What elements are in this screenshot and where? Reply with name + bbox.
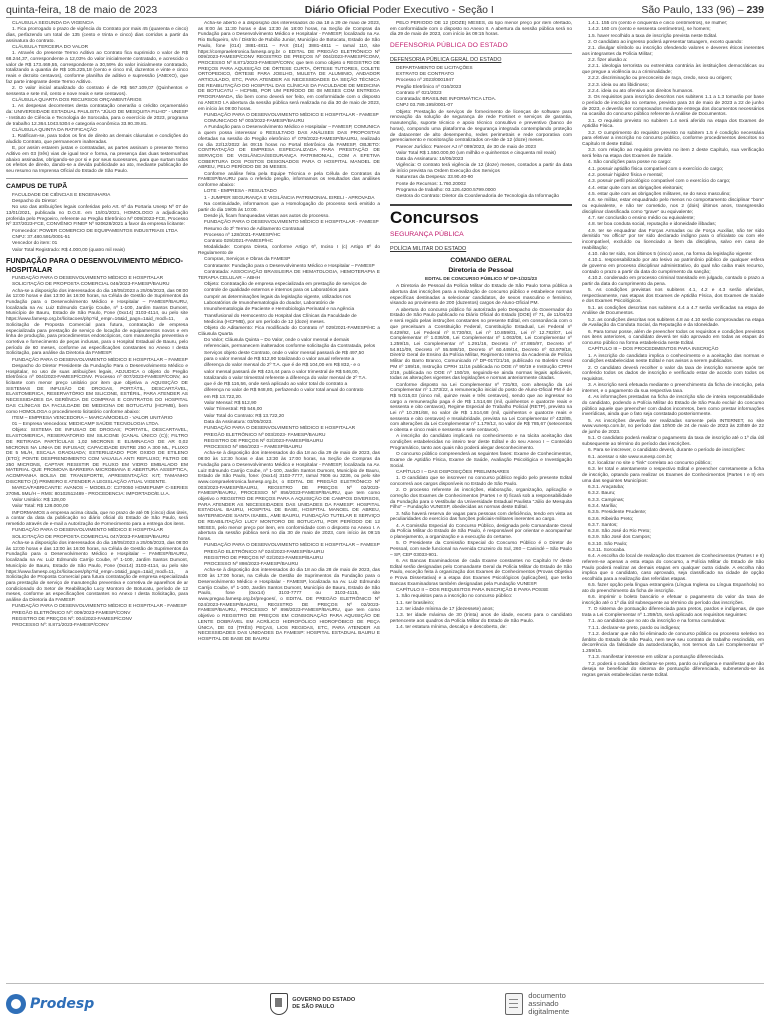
paragraph: 2.1. divulgar símbolo ou inscrição ofendendo valores e deveres éticos inerentes aos integrantes da Polícia Militar; (582, 46, 764, 57)
paragraph: 7. O sistema de pontuação diferenciada para pretos, pardos e indígenas, de que trata a Lei Complementar nº 1.259/15, será aplicado aos requisitos seguintes: (582, 607, 764, 619)
paragraph: Fonte de Recursos: 1.760.20002 (396, 181, 466, 187)
paragraph: Data da Assinatura: 16/05/2023 (396, 157, 464, 163)
government-logo (270, 993, 355, 1015)
paragraph: 6.3.10. São Paulo; (588, 541, 628, 547)
paragraph: Imunohematologia de Paciente e Hemobiologia Perinatal e na Agência (204, 307, 355, 313)
paragraph: Laboratórios de Imunohematologia do doador, Laboratório de (204, 300, 335, 306)
paragraph: Valor Total R$ 1.550.000,00 (um milhão e quinhentos e cinquenta mil reais) (396, 150, 556, 156)
paragraph: 2.2.4. ideia ou ato ofensivo aos direitos humanos. (588, 89, 694, 95)
heading-campus-tupa: CAMPUS DE TUPÃ (6, 182, 68, 190)
paragraph: FUNDAÇÃO PARA O DESENVOLVIMENTO MÉDICO E HOSPITALAR - FAMESP (204, 112, 379, 118)
paragraph: 2. O valor inicial atualizado do contrato é de R$ 567.109,07 (Quinhentos e sessenta e sete mil, cento e nove reais e sete centavos). (6, 86, 188, 97)
paragraph: CNPJ: 37.480.591/0001-51 (12, 234, 71, 240)
paragraph: CAPÍTULO II – DOS REQUISITOS PARA INSCRIÇÃO E PARA POSSE (396, 588, 549, 594)
paragraph: Objeto do Aditamento: Fica modificado do Contrato nº 029/2021-FAMESP/HC a Cláusula Quarta (198, 326, 380, 337)
paragraph: FUNDAÇÃO PARA O DESENVOLVIMENTO MÉDICO E HOSPITALAR – FAMESP (204, 543, 380, 549)
paragraph: Naturezas da Despesa: 33.90.40-90 (396, 175, 474, 181)
paragraph: FUNDAÇÃO PARA O DESENVOLVIMENTO MÉDICO E HOSPITALAR – FAMESP (12, 357, 188, 363)
paragraph: referenciais, permanecem inalterados conforme solicitação da Contratada, pelos (204, 344, 376, 350)
paragraph: 5.1. O candidato poderá realizar o pagamento da taxa de inscrição até o 1º dia útil subsequente ao término do período das inscrições. (582, 436, 764, 448)
paragraph: 4.6. se militar, estar enquadrado pelo menos no comportamento disciplinar "bom" ou equivalente, e não ter cometido, nos 2 (dois) últimos anos, transgressão disciplinar classificada como "grave" ou equivalente; (582, 198, 764, 215)
paragraph: Fornecedor: POWER COMERCIO DE EQUIPAMENTOS INDUSTRIAIS LTDA (12, 228, 178, 234)
paragraph: Processo nº 128/2021-FAMESP/HC (204, 232, 281, 238)
paragraph: LOTE - EMPRESA - RESULTADO (204, 189, 277, 195)
col1-text-block (6, 21, 188, 175)
paragraph: Contratante: Fundação para o Desenvolvimento Médico e Hospitalar – FAMESP (204, 263, 375, 269)
paragraph: 6.4. A escolha do local de realização dos Exames de Conhecimentos (Partes I e II) referem-se apenas a esta etapa do concurso, a Polícia Militar do Estado de São Paulo poderá realizar as demais etapas em qualquer outra cidade. A escolha não implica que o candidato, caso aprovado, seja classificado na cidade de opção escolhida para a realização das referidas etapas. (582, 554, 764, 583)
paragraph: Objeto: Prestação de serviços de fornecimento de licenças de software para renovação da solução de segurança de rede Fortinet e serviços de garantia, manutenção, suporte técnico e apoio técnico consultivo e preventivo (banco de horas), compondo uma plataforma de segurança integrada contemplando proteção de datacenter de alto desempenho, redes perimetrais e rede corporativa com gerenciamento e monitoração centralizados on-site de 12 (doze) meses. (390, 109, 572, 144)
paragraph: Do Valor; Cláusula Quinta – Do Valor, onde o valor mensal e demais (204, 338, 350, 344)
edital-title: EDITAL DE CONCURSO PÚBLICO Nº DP-1/321/23 (425, 276, 537, 282)
col4-text-block (582, 21, 764, 679)
paragraph: PREGÃO ELETRÔNICO Nº 003/2023- FAMESP/BAURU (204, 432, 326, 438)
column-2 (198, 21, 380, 981)
col1-fundacao-block (6, 276, 188, 629)
divider (390, 53, 572, 54)
header-page-number: 239 (746, 4, 764, 16)
paragraph: CAPÍTULO III – DOS PROCEDIMENTOS PARA INSCRIÇÃO (588, 347, 719, 353)
paragraph: MARCA/FABRICANTE: AVANOS – MODELO: C270050 HOMEPUMP C-SERIES 270ML 5ML/H – RMS: 80102512489 - PROCEDENCIA: IMPORTADO/E.U.A. (6, 486, 188, 497)
column-4 (582, 21, 764, 981)
paragraph: 1. O candidato que se inscrever no concurso público regido pelo presente Edital concorrerá aos cargos disponíveis no Estado de São Paulo. (390, 476, 572, 487)
paragraph: 2.2.3. ideia ou ato libidinoso; (588, 82, 649, 88)
paragraph: 6.3. ler total e atentamente o respectivo Edital e preencher corretamente a ficha de inscrição, optando para realizar os Exames de Conhecimentos (Partes I e II) em uma das seguintes Municípios: (582, 467, 764, 484)
paragraph: SOLICITAÇÃO DE PROPOSTA COMERCIAL 046/2023-FAMESP/BAURU (12, 282, 170, 288)
paragraph: controle de qualidade externos e internos para os Laboratórios para (204, 288, 349, 294)
paragraph: PREGÃO ELETRÔNICO Nº: 009/2023-FAMESP/CONV (12, 610, 131, 616)
paragraph: 6.3.8. São José do Rio Preto; (588, 529, 651, 535)
heading-comando-geral: COMANDO GERAL (450, 256, 512, 264)
paragraph: REGISTRO DE PREÇOS Nº: 004/2023-FAMESP/CONV (12, 616, 133, 622)
paragraph: Valor Total Registrado: R$ 4.000,00 (quatro mil reais) (12, 247, 125, 253)
paragraph: REGISTRO DE PREÇOS Nº 02/2023-FAMESP/BAURU (204, 555, 324, 561)
paragraph: 6.3.9. São José dos Campos; (588, 535, 651, 541)
paragraph: 6.3.2. Bauru; (588, 491, 616, 497)
paragraph: 4. As informações prestadas na ficha de inscrição são de inteira responsabilidade do candidato, podendo a Polícia Militar do Estado de São Paulo excluir do concurso público aquele que preencher com dados incorretos, bem como prestar informações inverídicas, ainda que o fato seja constatado posteriormente. (582, 395, 764, 418)
col3-defensoria-block (390, 66, 572, 200)
paragraph: 4.3. possuir perfil psicológico compatível com o exercício do cargo; (588, 179, 731, 185)
paragraph: 5.2. as condições descritas nos subitens 4.8 ao 4.10 serão comprovadas na etapa de Avaliação da Conduta Social, da Reputação e da Idoneidade. (582, 317, 764, 329)
paragraph: PELO PERÍODO DE 12 (DOZE) MESES, do tipo menor preço por item ofertado, em conformidade com o disposto no Anexo II. A abertura da sessão pública será no dia 29 de maio de 2023, com início às 09:15 horas. (390, 21, 572, 38)
paragraph: 2. O candidato ao ingresso poderá apresentar tatuagem, exceto quando: (588, 39, 743, 45)
paragraph: Objeto: Contratação de empresa especializada em prestação de serviços de (204, 282, 367, 288)
paragraph: 1.1. ser brasileiro; (396, 600, 435, 606)
paragraph: 4.10.2. condenado em processo criminal transitado em julgado, contado o prazo a partir da data do cumprimento da pena. (582, 275, 764, 287)
paragraph: Transfusional do Hemocentro do Hospital das Clínicas da Faculdade de (204, 313, 357, 319)
paragraph: 5. As condições previstas nos subitens 4.1, 4.2 e 4.3 serão aferidas, respectivamente, nas etapas dos Exames de Aptidão Física, dos Exames de Saúde e dos Exames Psicológicos. (582, 287, 764, 305)
heading-defensoria: DEFENSORIA PÚBLICA DO ESTADO (390, 42, 508, 50)
paragraph: 6.1. acessar o site www.vunesp.com.br; (588, 454, 673, 460)
paragraph: CLÁUSULA QUINTA DA RATIFICAÇÃO (12, 127, 97, 133)
paragraph: Objeto: SISTEMA DE INFUSAO DE DROGAS; PORTATIL, DESCARTAVEL, ELASTOMERICA, RESERVATORIO EM SILICONE (CANAL ÚNICO (C)); FILTRO DE RETIRADA PARTÍCULAS 1,02 MICRONS E ELIMINACAO DE AR 0,02 MICRONS NA LINHA DE INFUSAO; CAPACIDADE ENTRE 250 A 300 ML, FLUXO DE 5 ML/H, ESCALA GRADUADA; ESTERILIZADO POR OXIDO DE ETILENO (ETO); PONTE DESPRENDIMENTO COM VALVULA ANTI REFLUXO; FILTRO DE 250 MICRONS, CAPTAR RESISTIR DE FLUXO EM VIDRO EMBALADO EM MATERIAL QUE PROMOVA BARREIRA MICROBIANA E ABERTURA ASSEPTICA, ACOMPANHA BOLSA DE TRANSPORTE, APRESENTAÇÃO: KIT; TAMANHO DISCRETO (3) PRIMEIRO E ATENDER A LEGISLAÇÃO ATUAL VIGENTE. (6, 428, 188, 485)
paragraph: 6.6. imprimir o boleto bancário e efetuar o pagamento do valor da taxa de inscrição até o 1º dia útil subsequente ao término do período das inscrições. (582, 595, 764, 607)
paragraph: 1. A inscrição do candidato implica o conhecimento e a aceitação das normas e condições estabelecidas neste Edital e nos avisos a serem publicados. (582, 353, 764, 365)
paragraph: 2. O processo referente às inscrições, elaboração, organização, aplicação e correção dos Exames de Conhecimentos (Partes I e II) ficará sob a responsabilidade da Fundação para o Vestibular da Universidade Estadual Paulista "Júlio de Mesquita Filho" – Fundação VUNESP, obedecidas as normas deste Edital. (390, 488, 572, 511)
government-name-line-1: GOVERNO DO ESTADO (292, 997, 356, 1004)
paragraph: Desde já, ficam franqueadas vistas aos autos do processo. (204, 213, 330, 219)
paragraph: A Fundação para o Desenvolvimento Médico e Hospitalar – FAMESP, COMUNICA a quem possa interessar o RESULTADO DAS ANÁLISES DAS PROPOSTAS ofertadas na sessão do Pregão eletrônico nº 079/2022-FAMESP/BAURU, realizado no dia 22/12/2022 às 09:15 horas no Portal Eletrônico da FAMESP, OBJETO: CONTRATAÇÃO DE EMPRESA ESPECIALIZADA PARA PRESTAÇÃO DE SERVIÇOS DE VIGILÂNCIA/SEGURANÇA PATRIMONIAL, COM A EFETIVA COBERTURA DOS POSTOS DESIGNADOS PARA O HOSPITAL MANOEL DE ABREU, PELO PERÍODO DE 36 MESES. (198, 125, 380, 171)
paragraph: Contrato nº 021/2023 (396, 90, 442, 96)
paragraph: 4.2. possuir higidez física e mental; (588, 173, 663, 179)
paragraph: Modalidade: Compra Direta, conforme Artigo 6º, Inciso I (c) Artigo 8º do Regulamento de (198, 245, 380, 257)
paragraph: 6.3.4. Marília; (588, 503, 618, 509)
paragraph: 4.4. estar quite com as obrigações eleitorais; (588, 185, 684, 191)
paragraph: que é de R$ 116,56, onde será aplicado ao valor total do contrato a (204, 382, 348, 388)
paragraph: 5. As inscrições deverão ser realizadas somente pela INTERNET, no site www.vunesp.com.br, no período das 10h00 de 24 de maio de 2023 às 23h59 de 22 de junho de 2023. (582, 418, 764, 436)
paragraph: ITEM – EMPRESA VENCEDORA – MARCA/MODELO - VALOR UNITÁRIO (12, 415, 173, 421)
paragraph: Compras, Serviços e Obras da FAMESP (204, 257, 291, 263)
paragraph: Valor Total: R$ 128.000,00 (12, 504, 69, 510)
paragraph: Pregão Eletrônico nº 016/2023 (396, 84, 462, 90)
paragraph: 6.3.7. Santos; (588, 522, 618, 528)
header-edition (641, 4, 764, 16)
paragraph: cumprir as determinações legais da legislação vigente, utilizados nos (204, 294, 351, 300)
heading-seguranca-publica: SEGURANÇA PÚBLICA (390, 231, 464, 239)
paragraph: Contratada: ASSOCIAÇÃO BRASILEIRA DE HEMATOLOGIA, HEMOTERAPIA E TERAPIA CELULAR – ABHH (198, 270, 380, 281)
paragraph: Vigência: O contrato terá vigência de 12 (doze) meses, contados a partir da data de início prevista na Ordem Execução dos Serviços (390, 163, 572, 175)
paragraph: FUNDAÇÃO PARA O DESENVOLVIMENTO MÉDICO E HOSPITALAR - FAMESP (12, 604, 187, 610)
paragraph: 1 - JUMPER SEGURANÇA E VIGILÂNCIA PATRIMONIAL EIRELI - APROVADA (204, 195, 375, 201)
paragraph: PROCESSO Nº: 8.871/2023-FAMESP/CONV (12, 623, 109, 629)
paragraph: 1. Fica prorrogado o prazo de vigência do Contrato por mais 45 (quarenta e cinco) dias, perfazendo um total de 135 (cento e trinta e cinco) dias corridos a partir da assinatura do contrato. (6, 27, 188, 44)
paragraph: Acha-se a disposição dos interessados do dia 18/05/2023 a 25/05/2023, das 08:00 às 12:00 horas e das 13:00 às 16:00 horas, na Célula de Gestão de Suprimentos da Fundação para o Desenvolvimento Médico e Hospitalar – FAMESP/BAURU, localizada na Av. Luiz Edmundo Carrijo Coube, nº 1-100, Jardim Santos Dumont, Município de Bauru, Estado de São Paulo, Fone (0xx14) 3103-4114, ou pelo site https://www.famesp.org.br/licitacoes/php?id_empr=16&id_pagn=1&id_modl=11, a Solicitação de Proposta Comercial para futura, contratação de empresa especializada para prestação de serviço de locação de equipamentos novos e em linha de produção, para procedimentos endoscópicos, com manutenção preventiva e corretiva e fornecimento de peças inclusas, para o Hospital Estadual de Bauru, pelo período de 60 meses, conforme as especificações constantes no Anexo I desta Solicitação, para análise da Diretoria da FAMESP. (6, 288, 188, 357)
paragraph: Serviços objeto deste Contrato, onde o valor mensal passará de R$ 497,50 (204, 350, 364, 356)
paragraph: 1.4.2. 160 cm (cento e sessenta centímetros), se homem; (588, 27, 711, 33)
paragraph: 1. Através do presente Termo Aditivo ao Contrato fica suprimido o valor de R$ 68.244,37, correspondente a 12,03% do valor inicialmente contratado, e acrescido o valor de R$ 173.469,55, correspondente a 30,59% do valor inicialmente contratado, totalizando a quantia de R$ 105.225,18 (cento e cinco mil, duzentos e vinte e cinco reais e dezoito centavos), conforme planilha de aditivo e supressão (ANEXO), que faz parte integrante deste Termo Aditivo. (6, 51, 188, 85)
paragraph: 3. Não haverá reserva de vagas para pessoas com deficiência, tendo em vista as peculiaridades do exercício das funções policiais-militares inerentes ao cargo. (390, 511, 572, 523)
header-journal-name: Diário Oficial (304, 4, 370, 16)
column-3 (390, 21, 572, 981)
paragraph: 4.10.1. responsabilizado por ato lesivo ao patrimônio público de qualquer esfera de governo em processo disciplinar administrativo, do qual não caiba mais recurso, contado o prazo a partir da data do cumprimento da sanção; (582, 258, 764, 275)
subheading-policia-militar: POLÍCIA MILITAR DO ESTADO (390, 246, 467, 253)
section-title-concursos: Concursos (390, 204, 572, 228)
paragraph: CNPJ 03.789.195/0001-07 (396, 103, 453, 109)
paragraph: 7.2. poderá o candidato declarar-se preto, pardo ou indígena e manifestar que não deseja se beneficiar do sistema de pontuação diferenciada, submetendo-se às regras gerais estabelecidas neste Edital. (582, 661, 764, 679)
page-columns (6, 21, 764, 981)
paragraph: 5. O Presidente da Comissão Especial do Concurso Público é o Diretor de Pessoal, com sede funcional na Avenida Cruzeiro do Sul, 260 – Canindé – São Paulo – SP, CEP 03033-901. (390, 541, 572, 558)
paragraph: 7.1.1. declarar-se preto, pardo ou indígena; (588, 625, 681, 631)
paragraph: diferença do valor mensal do 2º T.A. que é de R$ 104,00 em R$ 832,- e o (204, 363, 361, 369)
government-name-line-2: DE SÃO PAULO (292, 1004, 335, 1010)
paragraph: Acha-se a disposição dos interessados do dia 18/05/2023 a 25/05/2023, das 08:00 às 12:00 horas e das 13:00 às 16:00 horas, na Célula de Gestão de Suprimentos da Fundação para o Desenvolvimento Médico e Hospitalar – FAMESP/BAURU, localizada na Av. Luiz Edmundo Carrijo Coube, nº 1-100, Jardim Santos Dumont, Município de Bauru, Estado de São Paulo, Fone (0xx14) 3103-4114, ou pelo site https://www.famesp.org.br/licitacoes/php?id_empr=16&id_pagn=1&id_modl=11, a Solicitação de Proposta Comercial para futura contratação de empresa especializada para prestação de serviço de manutenção preventiva e corretiva de aparelhos de ar condicionado do Setor de Reabilitação Lucy Montoro de Botucatu, período de 12 meses, conforme as especificações constantes no Anexo I desta Solicitação, para análise da Diretoria da FAMESP. (6, 540, 188, 604)
page-footer (6, 987, 764, 1021)
paragraph: FUNDAÇÃO PARA O DESENVOLVIMENTO MÉDICO E HOSPITALAR (204, 426, 356, 432)
paragraph: 4.10. não ter sido, nos últimos 5 (cinco) anos, na forma da legislação vigente: (588, 251, 753, 257)
paragraph: PROCESSO Nº 898/2023-FAMESP/BAURU (204, 562, 299, 568)
paragraph: E, por assim estarem justas e contratadas, as partes assinam o presente Termo Aditivo em 03 (três) vias de igual teor e forma, na presença das duas testemunhas abaixo assinadas, obrigando-se por si e por seus sucessores, para que surtam todos os efeitos de direito, dando-se a devida publicidade ao ato, mediante publicação de seu resumo na Imprensa Oficial do Estado de São Paulo. (6, 146, 188, 174)
paragraph: 1.3. ter idade máxima de 30 (trinta) anos de idade, exceto para o candidato pertencente aos quadros da Polícia Militar do Estado de São Paulo. (390, 613, 572, 624)
paragraph: 3. A inscrição será efetuada mediante o preenchimento da ficha de inscrição, pela internet, e o pagamento da sua respectiva taxa. (582, 383, 764, 395)
paragraph: 6.3.1. Araçatuba; (588, 485, 625, 491)
paragraph: Valor Unitário: R$ 128,00 (12, 498, 66, 504)
paragraph: 7.1.3. manifestar interesse em utilizar a pontuação diferenciada. (588, 655, 725, 661)
paragraph: 1.2. ter idade mínima de 17 (dezessete) anos; (396, 606, 494, 612)
paragraph: 2. O candidato deverá recolher o valor da taxa de inscrição somente após ter conferido todos os dados de inscrição e verificado estar de acordo com todos os requisitos. (582, 365, 764, 383)
paragraph: 7.1.2. declarar que não foi eliminado de concurso público ou processo seletivo no âmbito do Estado de São Paulo, nem teve seu contrato de trabalho rescindido, em decorrência da falsidade da autodeclaração, nos termos da Lei Complementar nº 1.259/15. (582, 632, 764, 655)
paragraph: FUNDAÇÃO PARA O DESENVOLVIMENTO MÉDICO E HOSPITALAR (12, 276, 164, 282)
paragraph: INFORMAMOS a empresa acima citada, que no prazo de até 05 (cinco) dias úteis, a contar da data da publicação no diário oficial do Estado de São Paulo, será remetido através de e-mail a Autorização de Fornecimento para a entrega dos itens. (6, 510, 188, 528)
signature-line-3: digitalmente (528, 1007, 570, 1017)
paragraph: PROCESSO Nº 856/2023 – FAMESP/BAURU (204, 445, 302, 451)
col3-intro-block (390, 21, 572, 38)
paragraph: Despacho do Diretor: (12, 198, 58, 204)
paragraph: REGISTRO DE PREÇOS Nº 02/2023-FAMESP/BAURU (204, 438, 324, 444)
paragraph: 1.4.1. 155 cm (cento e cinquenta e cinco centímetros), se mulher; (588, 21, 728, 26)
paragraph: 4.5. estar quite com as obrigações militares, se do sexo masculino; (588, 191, 731, 197)
paragraph: 2.2.2. discriminação ou preconceito de raça, credo, sexo ou origem; (588, 76, 733, 82)
paragraph: 4. São condições para posse no cargo: (588, 160, 672, 166)
prodesp-wordmark: Prodesp (30, 996, 95, 1012)
subheading-defensoria-geral: DEFENSORIA PÚBLICA GERAL DO ESTADO (390, 57, 502, 64)
paragraph: 1.4. ter estatura mínima, descalço e descoberto, de: (396, 625, 507, 631)
paragraph: 6.3.3. Campinas; (588, 497, 625, 503)
paragraph: 6. Para tomar posse, além de preencher todos os requisitos e condições previstos nos itens anteriores, o candidato deverá ter sido aprovado em todas as etapas do concurso público na forma estabelecida neste Edital. (582, 329, 764, 347)
col1-tupa-block (6, 193, 188, 254)
paragraph: 6.5. fazer opção pela língua estrangeira (Língua Inglesa ou Língua Espanhola) no ato do preenchimento da ficha de inscrição. (582, 583, 764, 595)
paragraph: FUNDAÇÃO PARA O DESENVOLVIMENTO MÉDICO E HOSPITALAR (12, 528, 164, 534)
paragraph: Gestora do Contrato: Diretor da Coordenadoria de Tecnologia da Informação (396, 194, 560, 200)
header-date: quinta-feira, 18 de maio de 2023 (6, 4, 158, 16)
paragraph: 01 – Empresa Vencedora: MEDICAMP SAÚDE TECNOLOGIA LTDA. (12, 422, 160, 428)
paragraph: CLÁUSULA SEGUNDA DA VIGÊNCIA (12, 21, 94, 26)
paragraph: Valor Trimestral: R$ 546,00 (204, 407, 263, 413)
paragraph: Despacho do Diretor Presidente da Fundação Para o Desenvolvimento Médico e Hospitalar, no uso de suas atribuições legais, ADJUDICA o objeto do Pregão Eletrônico nº 004/2023-FAMESP/CONV. Processo nº 007/2023-FAMESP/CONV, ao licitante com menor preço unitário por item que objetiva a AQUISIÇÃO DE SISTEMAS DE INFUSÃO DE DROGAS, PORTÁTIL, DESCARTÁVEL, ELASTOMERICA, RESERVATÓRIO EM SILICONE, ESTÉRIL, PARA ATENDER AS NECESSIDADES DA GERÊNCIA DE COMPRAS E CONTRATOS DO HOSPITAL DAS CLÍNICAS DA FACULDADE DE MEDICINA DE BOTUCATU (HCFMB), bem como HOMOLOGA o procedimento licitatório conforme abaixo: (6, 363, 188, 415)
paragraph: 4.1. possuir aptidão física compatível com o exercício do cargo; (588, 166, 724, 172)
paragraph: valor mensal passará de R$ 424,44 para o valor trimestral de R$ 546,00, (204, 369, 359, 375)
prodesp-mark-icon (6, 994, 26, 1014)
paragraph: Acha-se aberto e à disposição dos interessados do dia 18 a 29 de maio de 2023, as 8:00 às 11:30 horas e das 13:30 às 18:00 horas, na Seção de Compras da Fundação para o Desenvolvimento Médico e Hospitalar - FAMESP, localizado na Av. Rio Bufiqueiro, s/n / Distrito de Rubião Junior, Município de Botucatu, Estado de São Paulo, fone (014) 3881-4811 – FAX (014) 3881-4811 – ramal 110, site https://compraeletronica.famesp.org.br o EDITAL DE PREGÃO ELETRÔNICO Nº 009/2023-FAMESP/CONV REGISTRO DE PREÇOS Nº 004/2023-FAMESP/CONV, PROCESSO Nº 8.871/2023-FAMESP/CONV, que tem como objeto o REGISTRO DE PREÇOS PARA AQUISIÇÃO DE ÓRTESE CURTA, ÓRTESE TUTORES, COLETE ORTOPEDICO, ÓRTESE PARA JOELHO, MULETA DE ALUMINIO, ANDADOR ARTICULADO, ETC, PARA ATENDER AS NECESSIDADES DA SEÇÃO TÉCNICA DE REABILITAÇÃO DO HOSPITAL DAS CLÍNICAS DA FACULDADE DE MEDICINA DE BOTUCATU – HCFMB, POR UM PERÍODO DE 08 MESES COM ENTREGA PROGRAMADA, tão bem como deverá ser feito, em conformidade com o disposto no ANEXO I.A abertura da sessão pública será realizada no dia 30 de maio de 2023, em início às 09:00 horas. (198, 21, 380, 112)
paragraph: COMUNICADO Nº 003/2022-FAMESP/BAURU (204, 119, 305, 125)
heading-fundacao: FUNDAÇÃO PARA O DESENVOLVIMENTO MÉDICO-HOSPITALAR (6, 256, 184, 274)
divider (6, 178, 188, 179)
paragraph: FUNDAÇÃO PARA O DESENVOLVIMENTO MÉDICO E HOSPITALAR - FAMESP (204, 220, 379, 226)
paragraph: 1.5. haver recolhido a taxa de inscrição prevista neste Edital. (588, 33, 718, 39)
prodesp-logo (6, 994, 94, 1014)
paragraph: 2.2. fizer alusão a: (588, 58, 628, 64)
signature-line-2: assinado (528, 998, 559, 1008)
signature-line-1: documento (528, 990, 566, 1000)
paragraph: Programa de trabalho: 03.126.4200.5799.0000 (396, 188, 496, 194)
paragraph: 3.3. com relação ao requisito previsto no item 2 deste Capítulo, sua verificação será feita na etapa dos Exames de Saúde. (582, 148, 764, 160)
paragraph: EXTRATO DE CONTRATO (396, 72, 455, 77)
paragraph: Contrato 029/2021-FAMESP/HC (204, 239, 274, 245)
header-divider (6, 17, 764, 18)
digital-signature-stamp (505, 992, 569, 1017)
header-publication (305, 4, 494, 16)
paragraph: 1. Ratificam-se, para todos os fins de direito as demais cláusulas e condições do aludido Contrato, que permanecem inalteradas. (6, 134, 188, 145)
column-1 (6, 21, 188, 981)
paragraph: Conforme disposto na Lei Complementar nº 731/93, com alteração da Lei Complementar nº 1.373/22, a remuneração inicial do posto de Aluno-Oficial PM é de R$ 5.015,03 (cinco mil, quinze reais e três centavos), sendo que ao ingressar no cargo a remuneração paga é de R$ 1.514,68 (mil, quinhentos e quatorze reais e sessenta e oito centavos), Regime Especial de Trabalho Policial (RETP), previsto na Lei nº 10.291/68, no valor de R$ 1.514,68 (mil, quinhentos e quatorze reais e sessenta e oito centavos) e Insalubridade, prevista na Lei Complementar nº 432/85, com alterações da Lei Complementar nº 1.179/12, no valor de R$ 785,67 (setecentos e oitenta e cinco reais e sessenta e sete centavos). (390, 382, 572, 434)
divider (390, 242, 572, 243)
paragraph: 6. Para se inscrever, o candidato deverá, durante o período de inscrições: (588, 448, 746, 454)
paragraph: A Diretoria de Pessoal da Polícia Militar do Estado de São Paulo torna pública a abertura das inscrições para a realização de concurso público e estabelece normas específicas destinadas a selecionar candidatos, de sexos masculino e feminino, visando ao provimento de 200 (duzentos) cargos de Aluno-Oficial PM. (390, 284, 572, 307)
paragraph: PREGÃO ELETRÔNICO Nº 024/2023-FAMESP/BAURU (204, 549, 325, 555)
header-section: Poder Executivo - Seção I (372, 4, 494, 16)
paragraph: totalizando o valor trimestral referente a diferença do valor mensal de 2º T.A. (204, 375, 367, 381)
paragraph: 4.7. ser conclusão o ensino médio ou equivalente; (588, 215, 695, 221)
paragraph: 6.3.11. Sorocaba. (588, 548, 626, 554)
paragraph: Acha-se à disposição dos interessados do dia 18 ao dia 29 de maio de 2023, das 08:00 às 12:30 horas e das 13:30 às 17:00 horas, na Seção de Compras da Fundação para o Desenvolvimento Médico e Hospitalar - FAMESP, localizada na Av. Luiz Edmundo Carrijo Coube, nº 1-100, Jardim Santos Dumont, Município de Bauru, Estado de São Paulo, fone: (0xx14) 3103-7777, ramal 7606 ou 3236, ou pelo site www.compraeletronica.famesp.org.br, o EDITAL DE PREGÃO ELETRÔNICO Nº 003/2023-FAMESP/BAURU, REGISTRO DE PREÇOS Nº 02/2023-FAMESP/BAURU, PROCESSO Nº 856/2023-FAMESP/BAURU, que tem como objetivo o REGISTRO DE PREÇOS PARA A AQUISIÇÃO DE CAMPOS DIVERSOS, PARA ATENDER AS NECESSIDADES DAS UNIDADES DA FAMESP: HOSPITAL ESTADUAL BAURU, HOSPITAL DE BASE, HOSPITAL MANOEL DE ABREU, MATERNIDADE SANTA ISABEL, AME BAURU, FUNDAÇÃO TUTELAR E SERVIÇO DE REABILITAÇÃO LUCY MONTORO DE BOTUCATU, POR PERÍODO DE 12 MESES, pelo menor preço por item, em conformidade com o disposto no Anexo I. A abertura da sessão pública será no dia 30 de maio de 2023, com início às 09:15 horas. (198, 451, 380, 542)
footer-divider (6, 983, 764, 984)
paragraph: 4.9. ter se enquadrar das Forças Armadas ou de Força Auxiliar, não ter sido demitido "ex officio" por ter sido declarado indigno para o oficialato ou com ele incompatível, excluído ou licenciado a bem da disciplina, salvo em caso de reabilitação; (582, 228, 764, 251)
col2-text-block (198, 21, 380, 643)
col3-policia-block (390, 284, 572, 631)
paragraph: SOLICITAÇÃO DE PROPOSTA COMERCIAL 047/2023-FAMESP/BAURU (12, 534, 170, 540)
signature-text (528, 992, 569, 1017)
paragraph: O concurso público compreenderá as seguintes fases: Exame de Conhecimentos, Exame de Aptidão Física, Exame de Saúde, Avaliação Psicológica e Investigação Social. (390, 452, 572, 469)
paragraph: 6.3.6. Ribeirão Preto; (588, 516, 634, 522)
paragraph: diferença no valor de R$ 948,80, perfazendo o valor total anual do contrato (204, 388, 364, 394)
paragraph: Conforme análise feita pela Equipe Técnica e pela Célula de Contratos da FAMESP/BAURU para o referido pregão, informamos os resultados das análises conforme abaixo: (198, 171, 380, 189)
paragraph: 7.1. ao candidato que no ato da inscrição e na forma cumulativa: (588, 619, 726, 625)
paragraph: 6. As Bancas Examinadoras de cada Exame constantes no Capítulo IV deste Edital serão designadas pelo Comandante Geral da Polícia Militar do Estado de São Paulo, exceção feita à organização dos Exames de Conhecimentos (Provas Objetiva e Prova Dissertativa) e a etapa dos Exames Psicológicos (aplicações), que terão Bancas Examinadoras também designadas pela Fundação VUNESP. (390, 558, 572, 587)
paragraph: para o valor mensal de R$ 512,90 totalizando o valor anual referente a (204, 357, 355, 362)
paragraph: Processo nº 2023/0001947 (396, 78, 454, 84)
paragraph: 6.3.5. Presidente Prudente; (588, 510, 647, 516)
paragraph: No uso das atribuições legais conferidas pelo Art. 6º da Portaria Unesp Nº 07 de 13/01/2021, publicada no D.O.E. em 15/01/2021, HOMOLOGO a adjudicação proferida pelo Pregoeiro, referente ao Pregão Eletrônico Nº 009/2023-FCE, Processo Nº 337/2023-FCE, CONVÊNIO FINEP Nº 920628/2021 a favor da empresa licitante: (6, 205, 188, 228)
paragraph: Medicina (HCFMB), por um período de 12 (doze) meses. (204, 319, 326, 325)
paragraph: 2.2.1. ideologia terrorista ou extremista contrária às instituições democráticas ou que pregue a violência ou a criminalidade; (582, 64, 764, 76)
state-crest-icon (270, 993, 288, 1015)
paragraph: 3.2. O cumprimento do requisito previsto no subitem 1.5 é condição necessária para efetivar a inscrição no concurso público, conforme procedimentos descritos no Capítulo III deste Edital. (582, 130, 764, 148)
header-edition-number: São Paulo, 133 (96) – (641, 4, 744, 16)
paragraph: Valor Mensal: R$ 512,90 (204, 401, 257, 407)
paragraph: 3.1. O requisito previsto no subitem 1.4 será aferido na etapa dos Exames de Aptidão Física. (582, 118, 764, 130)
paragraph: Valor Total do Contrato: R$ 13.722,20 (204, 413, 285, 419)
paragraph: Resumo do 3º Termo de Aditamento Contratual (204, 226, 305, 232)
paragraph: CAPÍTULO I – DAS DISPOSIÇÕES PRELIMINARES (396, 469, 510, 475)
paragraph: 1. As despesas decorrentes desta contratação onerarão o crédito orçamentário da: UNIVERSIDADE ESTADUAL PAULISTA "JÚLIO DE MESQUITA FILHO" - UNESP - Instituto de Ciência e Tecnologia de Sorocaba, para o exercício de 2023, programa de trabalho 12.364.1043.5304 e categoria econômica 33.90.39.81. (6, 104, 188, 127)
page-header (6, 2, 764, 16)
paragraph: A abertura do concurso público foi autorizada pelo Despacho do Governador do Estado de São Paulo publicado no Diário Oficial do Estado (DOE) nº 71, de 11/04/23 e será regido pelas instruções constantes no presente Edital, em consonância com o que preceituam a Constituição Federal, Constituição Estadual, Lei Federal nº 8.429/92, Lei Federal nº 8.730/93, Lei nº 10.859/01, Lei nº 12.782/07, Lei Complementar nº 1.036/08, Lei Complementar nº 1.063/08, Lei Complementar nº 1.259/15, Lei Complementar nº 1.291/16, Decreto nº 47.865/97, Decreto nº 54.911/09, Decreto nº 55.588/10, Decreto nº 60.449/14, Decreto nº 63.979/18, Diretriz Geral de Ensino da Polícia Militar, Regimento Interno da Academia de Polícia Militar do Barro Branco, Comunicado nº DP-017/21/16, publicado no Boletim Geral PM nº 189/16, Instrução CPRH 11/16 publicada no DOE nº 90/19 e Instrução CPRH 2/19, publicada no DOE nº 150/19, seguindo-se ainda normas legais aplicáveis, todas as alterações vigentes das legislações e normas anteriormente citadas. (390, 307, 572, 382)
paragraph: Contratada: BRASILINE INFORMÁTICA LTDA. (396, 97, 497, 103)
paragraph: 4.8. ter boa conduta social, reputação e idoneidade ilibadas; (588, 222, 717, 228)
document-icon (505, 993, 523, 1015)
paragraph: FACULDADE DE CIÊNCIAS E ENGENHARIA (12, 192, 111, 198)
paragraph: 5.1. as condições descritas nos subitens 4.4 a 4.7 serão verificadas na etapa de Análise de Documentos. (582, 305, 764, 317)
paragraph: 3. Os requisitos para inscrição descritos nos subitens 1.1 a 1.3 tomarão por base o período de inscrição no certame, previsto para 24 de maio de 2023 a 22 de junho de 2023, e deverão ser comprovados mediante entrega dos documentos necessários na ocasião do concurso público referente à Análise de Documentos. (582, 95, 764, 118)
paragraph: CLÁUSULA QUARTA DOS RECURSOS ORÇAMENTÁRIOS (12, 98, 142, 104)
paragraph: Acha-se à disposição dos interessados do dia 18 ao dia 28 de maio de 2023, das 8:00 às 17:00 horas, na Célula de Gestão de Suprimentos da Fundação para o Desenvolvimento Médico e Hospitalar - FAMESP, localizada na Av. Luiz Edmundo Carrijo Coube, nº 1-100, Jardim Santos Dumont, Município de Bauru, Estado de São Paulo, fone (0xx14) 3103-7777 ou 3103-4115, site www.pregao.famesp.org.br/pregoes/, o EDITAL DE PREGÃO ELETRÔNICO Nº 024/2023-FAMESP/BAURU, REGISTRO DE PREÇOS Nº 02/2023-FAMESP/BAURU, PROCESSO Nº 898/2023-FAMESP/BAURU, que tem como objetivo o REGISTRO DE PREÇOS EM CONSIGNAÇÃO PARA AQUISIÇÃO DE LENTE DOBRÁVEL EM ACRÍLICO HIDROFÓLICO HIDROFÓBICO DE PEÇA ÚNICA, DE 03 (TRÊS) PEÇAS, LIOS REGIDAS, ETC, PARA ATENDER AS NECESSIDADES DAS UNIDADES DA FAMESP: HOSPITAL ESTADUAL BAURU E HOSPITAL DE BASE DE BAURU (198, 568, 380, 642)
paragraph: Na continuidade, informamos que a Homologação do processo será emitido a partir do dia 19/05 às 10:00. (198, 201, 380, 213)
heading-diretoria-pessoal: Diretoria de Pessoal (448, 266, 514, 274)
paragraph: A inscrição do candidato implicará no conhecimento e na tácita aceitação das condições estabelecidas no inteiro teor deste Edital e do seu Anexo I – Conteúdo Programático, tanto aos quais não poderá alegar desconhecimento. (390, 434, 572, 451)
paragraph: em R$ 13.722,20. (204, 394, 243, 400)
paragraph: 1. São requisitos para a inscrição no concurso público: (396, 594, 513, 600)
paragraph: Vencedor do item: 01 (12, 241, 58, 247)
government-name (292, 997, 355, 1010)
paragraph: CLÁUSULA TERCEIRA DO VALOR (12, 45, 89, 50)
paragraph: DEPARTAMENTO DE LICITAÇÕES (396, 65, 473, 71)
paragraph: Data da Assinatura: 03/05/2023. (204, 419, 273, 425)
paragraph: 4. A Comissão Especial do Concurso Público, designada pelo Comandante Geral da Polícia Militar do Estado de São Paulo, é responsável por orientar e acompanhar o planejamento, a organização e a execução do certame. (390, 523, 572, 540)
paragraph: 6.2. localizar no site o "link" correlato ao concurso público; (588, 461, 712, 467)
paragraph: Parecer Jurídico: Parecer AJ nº 089/2023, de 30 de maio de 2023 (396, 144, 536, 150)
